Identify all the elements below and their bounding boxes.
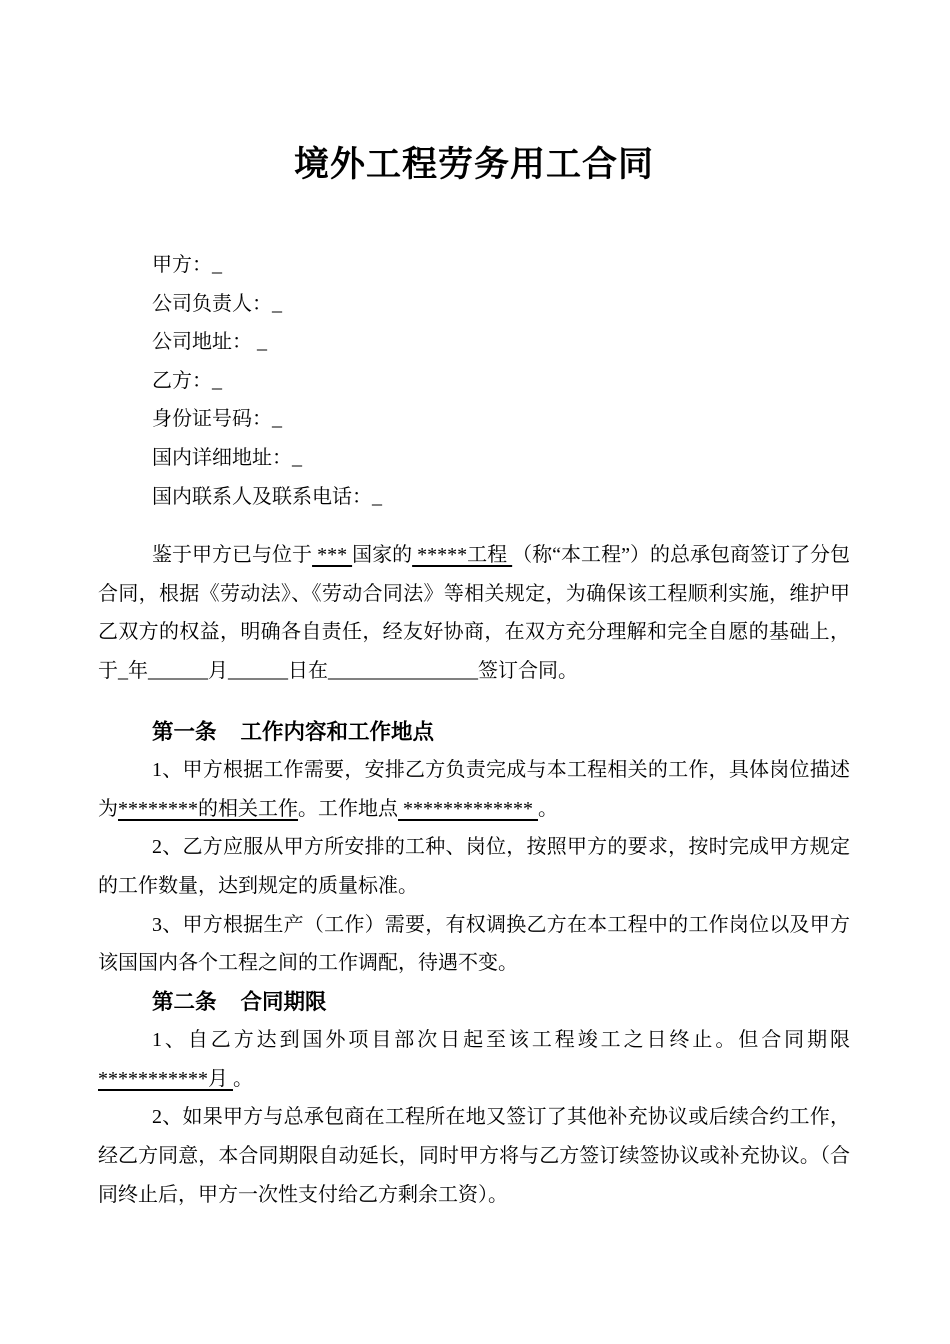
blank-underline: *****工程 bbox=[412, 544, 513, 567]
field-row bbox=[98, 323, 850, 362]
section-number: 第二条 bbox=[152, 989, 217, 1014]
field-label: 乙方： bbox=[152, 369, 212, 392]
paragraph bbox=[98, 1098, 850, 1214]
field-blank: _ bbox=[212, 369, 222, 392]
field-label: 公司地址： bbox=[152, 331, 252, 354]
paragraph-text: 国家的 bbox=[352, 544, 413, 567]
blank-underline: *** bbox=[312, 544, 353, 567]
paragraph-text: 。 bbox=[233, 1067, 253, 1090]
field-row bbox=[98, 285, 850, 324]
field-blank: _ bbox=[252, 331, 267, 354]
paragraph-text: （称“本工程”）的总承包商签订了分包合同，根据《劳动法》、《劳动合同法》等相关规定，为确保该工程顺利实施，维护甲乙双方的权益，明确各自责任，经友好协商，在双方充分理解和完全自愿的基础上，于_年______月______日在_______________签订合同。 bbox=[98, 544, 851, 682]
document-title: 境外工程劳务用工合同 bbox=[293, 145, 654, 184]
paragraph bbox=[98, 1021, 850, 1098]
paragraph bbox=[98, 751, 850, 828]
blank-underline: ********的相关工作 bbox=[118, 797, 298, 820]
section-title: 工作内容和工作地点 bbox=[240, 719, 435, 744]
blank-underline: ************* bbox=[398, 797, 538, 820]
blank-underline: ***********月 bbox=[98, 1067, 233, 1090]
paragraph-text: 1、甲方根据工作需要，安排乙方负责完成与本工程相关的工作，具体岗位描述为 bbox=[98, 759, 850, 820]
paragraph bbox=[98, 536, 850, 690]
field-label: 身份证号码： bbox=[152, 408, 272, 431]
paragraph bbox=[98, 906, 850, 983]
field-label: 甲方： bbox=[152, 254, 212, 276]
paragraph-text: 2、乙方应服从甲方所安排的工种、岗位，按照甲方的要求，按时完成甲方规定的工作数量，达到规定的质量标准。 bbox=[98, 836, 850, 897]
field-label: 国内联系人及联系电话： bbox=[152, 485, 372, 508]
field-blank: _ bbox=[272, 408, 282, 431]
field-blank: _ bbox=[292, 446, 302, 469]
paragraph-text: 2、如果甲方与总承包商在工程所在地又签订了其他补充协议或后续合约工作，经乙方同意，本合同期限自动延长，同时甲方将与乙方签订续签协议或补充协议。（合同终止后，甲方一次性支付给乙方剩余工资）。 bbox=[98, 1106, 850, 1206]
section-number: 第一条 bbox=[152, 719, 217, 744]
section-title: 合同期限 bbox=[240, 989, 327, 1014]
paragraph-text: 3、甲方根据生产（工作）需要，有权调换乙方在本工程中的工作岗位以及甲方该国国内各个工程之间的工作调配，待遇不变。 bbox=[98, 913, 850, 975]
field-row bbox=[98, 439, 850, 478]
field-row bbox=[98, 478, 850, 517]
field-row bbox=[98, 362, 850, 401]
field-row bbox=[98, 400, 850, 439]
field-label: 国内详细地址： bbox=[152, 446, 292, 469]
paragraph bbox=[98, 828, 850, 905]
paragraph-text: 。工作地点 bbox=[298, 797, 398, 820]
paragraph-text: 。 bbox=[538, 797, 558, 820]
field-blank: _ bbox=[212, 254, 222, 276]
party-fields bbox=[98, 246, 850, 516]
field-blank: _ bbox=[272, 292, 282, 315]
field-label: 公司负责人： bbox=[152, 292, 272, 315]
field-blank: _ bbox=[372, 485, 382, 508]
section-heading bbox=[98, 713, 850, 752]
paragraph-text: 鉴于甲方已与位于 bbox=[152, 544, 313, 567]
contract-body bbox=[98, 536, 850, 1214]
paragraph-text: 1、自乙方达到国外项目部次日起至该工程竣工之日终止。但合同期限 bbox=[152, 1029, 850, 1052]
field-row bbox=[98, 246, 850, 285]
section-heading bbox=[98, 983, 850, 1022]
